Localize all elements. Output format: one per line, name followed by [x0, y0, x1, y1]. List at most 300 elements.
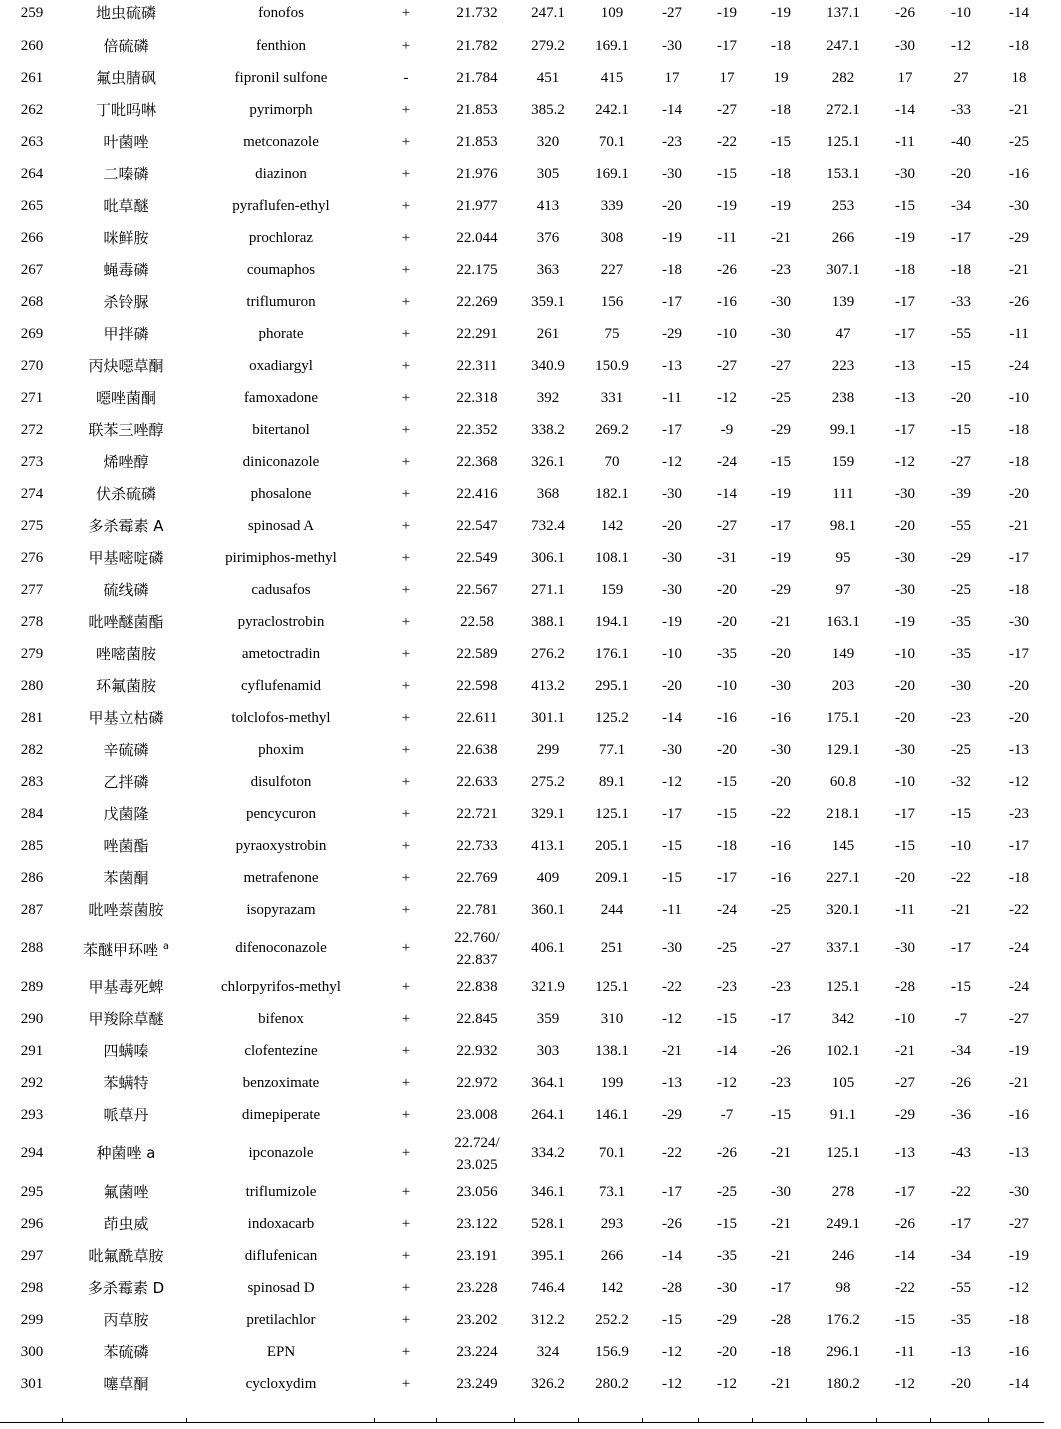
table-row: [0, 702, 1048, 734]
compound-number-cell: 259: [20, 4, 44, 21]
compound-number-cell: 261: [20, 69, 44, 86]
q1-param-1-cell: -17: [662, 1183, 682, 1200]
q1-param-3-cell: -20: [771, 773, 791, 790]
q1-param-1-cell: -18: [662, 261, 682, 278]
q2-param-3-cell: -27: [1009, 1010, 1029, 1027]
precursor-ion-cell: 385.2: [531, 101, 565, 118]
precursor-ion-cell: 247.1: [531, 4, 565, 21]
compound-number-cell: 300: [20, 1343, 44, 1360]
chinese-name-text: 地虫硫磷: [95, 3, 156, 22]
q1-param-2-cell: -20: [717, 1343, 737, 1360]
compound-number-cell: 295: [20, 1183, 44, 1200]
q2-param-3-cell: -19: [1009, 1042, 1029, 1059]
q1-param-2-cell: -12: [717, 1074, 737, 1091]
chinese-name-text: 甲拌磷: [103, 324, 149, 343]
table-row: [0, 926, 1048, 971]
english-name-cell: disulfoton: [250, 773, 312, 790]
retention-time-value: 22.549: [456, 549, 498, 566]
retention-time-cell: [438, 382, 516, 414]
quantifier-ion-cell: 176.1: [595, 645, 629, 662]
chinese-name-cell: [64, 734, 188, 766]
q1-param-1-cell: -13: [662, 357, 682, 374]
q1-param-2-cell: -25: [717, 1183, 737, 1200]
q2-param-2-cell: -36: [951, 1106, 971, 1123]
q1-param-1-cell: -19: [662, 229, 682, 246]
q1-param-2-cell: -16: [717, 293, 737, 310]
retention-time-value: 22.598: [456, 677, 498, 694]
chinese-name-cell: [64, 1208, 188, 1240]
quantifier-ion-cell: 242.1: [595, 101, 629, 118]
q1-param-1-cell: -30: [662, 165, 682, 182]
retention-time-cell: [438, 1003, 516, 1035]
retention-time-cell: [438, 606, 516, 638]
english-name-cell: spinosad A: [247, 517, 315, 534]
qualifier-ion-cell: 99.1: [829, 421, 857, 438]
ionization-mode-cell: +: [401, 1106, 411, 1123]
compound-number-cell: 282: [20, 741, 44, 758]
ionization-mode-cell: +: [401, 229, 411, 246]
q2-param-3-cell: -26: [1009, 293, 1029, 310]
q2-param-1-cell: -30: [895, 485, 915, 502]
retention-time-cell: [438, 30, 516, 62]
qualifier-ion-cell: 203: [831, 677, 855, 694]
chinese-name-cell: [64, 254, 188, 286]
compound-number-cell: 272: [20, 421, 44, 438]
q1-param-2-cell: -14: [717, 1042, 737, 1059]
q2-param-3-cell: -20: [1009, 677, 1029, 694]
chinese-name-text: 苯醚甲环唑: [83, 941, 159, 959]
quantifier-ion-cell: 266: [600, 1247, 624, 1264]
chinese-name-text: 咪鲜胺: [103, 228, 149, 247]
precursor-ion-cell: 746.4: [531, 1279, 565, 1296]
retention-time-value: 22.972: [456, 1074, 498, 1091]
q1-param-3-cell: 19: [773, 69, 789, 86]
q2-param-3-cell: -21: [1009, 261, 1029, 278]
quantifier-ion-cell: 70.1: [598, 1145, 626, 1161]
qualifier-ion-cell: 246: [831, 1247, 855, 1264]
qualifier-ion-cell: 105: [831, 1074, 855, 1091]
compound-number-cell: 301: [20, 1375, 44, 1392]
q1-param-2-cell: -15: [717, 805, 737, 822]
q2-param-2-cell: -55: [951, 325, 971, 342]
q1-param-1-cell: -12: [662, 453, 682, 470]
q2-param-1-cell: -30: [895, 940, 915, 956]
ionization-mode-cell: +: [401, 581, 411, 598]
english-name-cell: diazinon: [255, 165, 307, 182]
q2-param-3-cell: -25: [1009, 133, 1029, 150]
q1-param-2-cell: -17: [717, 869, 737, 886]
retention-time-cell: [438, 62, 516, 94]
q1-param-2-cell: -26: [717, 1145, 737, 1161]
compound-number-cell: 269: [20, 325, 44, 342]
q1-param-1-cell: -30: [662, 549, 682, 566]
ionization-mode-cell: +: [401, 165, 411, 182]
precursor-ion-cell: 395.1: [531, 1247, 565, 1264]
q2-param-2-cell: -35: [951, 1311, 971, 1328]
q2-param-2-cell: -35: [951, 613, 971, 630]
q1-param-1-cell: -29: [662, 1106, 682, 1123]
column-tick: [988, 1418, 989, 1422]
quantifier-ion-cell: 70: [604, 453, 620, 470]
table-row: [0, 1240, 1048, 1272]
qualifier-ion-cell: 227.1: [826, 869, 860, 886]
table-row: [0, 830, 1048, 862]
chinese-name-cell: [64, 830, 188, 862]
table-row: [0, 0, 1048, 30]
column-tick: [62, 1418, 63, 1422]
q2-param-1-cell: -20: [895, 677, 915, 694]
q2-param-3-cell: -30: [1009, 613, 1029, 630]
chinese-name-cell: [64, 1304, 188, 1336]
english-name-cell: fonofos: [258, 4, 304, 21]
q2-param-1-cell: -13: [895, 389, 915, 406]
english-name-cell: pirimiphos-methyl: [225, 549, 337, 566]
retention-time-value: 23.228: [456, 1279, 498, 1296]
q1-param-3-cell: -21: [771, 1247, 791, 1264]
compound-number-cell: 281: [20, 709, 44, 726]
q2-param-1-cell: -20: [895, 869, 915, 886]
chinese-name-cell: [64, 1099, 188, 1131]
q1-param-1-cell: -12: [662, 1343, 682, 1360]
precursor-ion-cell: 368: [536, 485, 560, 502]
retention-time-cell: [438, 1272, 516, 1304]
q2-param-1-cell: -15: [895, 197, 915, 214]
precursor-ion-cell: 306.1: [531, 549, 565, 566]
table-row: [0, 62, 1048, 94]
qualifier-ion-cell: 125.1: [826, 978, 860, 995]
quantifier-ion-cell: 108.1: [595, 549, 629, 566]
q2-param-2-cell: -22: [951, 1183, 971, 1200]
q1-param-1-cell: -11: [662, 901, 682, 918]
q1-param-2-cell: -22: [717, 133, 737, 150]
retention-time-cell: [438, 1067, 516, 1099]
chinese-name-text: 甲基立枯磷: [88, 708, 164, 727]
q1-param-2-cell: -16: [717, 709, 737, 726]
q1-param-3-cell: -15: [771, 1106, 791, 1123]
table-row: [0, 1131, 1048, 1176]
q1-param-3-cell: -19: [771, 197, 791, 214]
q1-param-3-cell: -25: [771, 389, 791, 406]
english-name-cell: EPN: [266, 1343, 296, 1360]
precursor-ion-cell: 271.1: [531, 581, 565, 598]
q1-param-2-cell: -7: [720, 1106, 734, 1123]
chinese-name-cell: [64, 606, 188, 638]
ionization-mode-cell: +: [401, 293, 411, 310]
precursor-ion-cell: 305: [536, 165, 560, 182]
precursor-ion-cell: 363: [536, 261, 560, 278]
ionization-mode-cell: +: [401, 517, 411, 534]
q2-param-3-cell: -13: [1009, 1145, 1029, 1161]
ionization-mode-cell: -: [403, 69, 409, 86]
compound-number-cell: 271: [20, 389, 44, 406]
table-row: [0, 1208, 1048, 1240]
compound-number-cell: 275: [20, 517, 44, 534]
table-row: [0, 1272, 1048, 1304]
retention-time-cell: [438, 830, 516, 862]
chinese-name-text: 哌草丹: [103, 1105, 149, 1124]
chinese-name-text: 联苯三唑醇: [88, 420, 164, 439]
ionization-mode-cell: +: [401, 901, 411, 918]
retention-time-value: 22.633: [456, 773, 498, 790]
precursor-ion-cell: 261: [536, 325, 560, 342]
precursor-ion-cell: 301.1: [531, 709, 565, 726]
retention-time-cell: [438, 510, 516, 542]
q2-param-2-cell: -10: [951, 4, 971, 21]
q1-param-2-cell: -24: [717, 901, 737, 918]
q2-param-1-cell: -13: [895, 357, 915, 374]
q2-param-1-cell: -22: [895, 1279, 915, 1296]
q1-param-3-cell: -22: [771, 805, 791, 822]
retention-time-value: 22.611: [456, 709, 498, 726]
column-tick: [374, 1418, 375, 1422]
q2-param-2-cell: -17: [951, 940, 971, 956]
q2-param-1-cell: -30: [895, 549, 915, 566]
q2-param-3-cell: -20: [1009, 485, 1029, 502]
q1-param-2-cell: -31: [717, 549, 737, 566]
ionization-mode-cell: +: [401, 677, 411, 694]
q1-param-1-cell: -14: [662, 1247, 682, 1264]
compound-number-cell: 279: [20, 645, 44, 662]
q1-param-2-cell: -20: [717, 581, 737, 598]
column-tick: [436, 1418, 437, 1422]
q1-param-1-cell: -27: [662, 4, 682, 21]
ionization-mode-cell: +: [401, 1311, 411, 1328]
english-name-cell: triflumuron: [246, 293, 316, 310]
qualifier-ion-cell: 95: [835, 549, 851, 566]
q2-param-3-cell: -17: [1009, 837, 1029, 854]
q2-param-1-cell: -17: [895, 325, 915, 342]
q2-param-3-cell: -18: [1009, 453, 1029, 470]
compound-number-cell: 270: [20, 357, 44, 374]
table-row: [0, 574, 1048, 606]
retention-time-cell: [438, 190, 516, 222]
retention-time-cell: [438, 158, 516, 190]
q2-param-3-cell: -18: [1009, 581, 1029, 598]
qualifier-ion-cell: 176.2: [826, 1311, 860, 1328]
compound-number-cell: 283: [20, 773, 44, 790]
q1-param-3-cell: -21: [771, 1375, 791, 1392]
q1-param-3-cell: -16: [771, 869, 791, 886]
precursor-ion-cell: 451: [536, 69, 560, 86]
retention-time-value: 21.977: [456, 197, 498, 214]
retention-time-cell: [438, 286, 516, 318]
q1-param-1-cell: -20: [662, 197, 682, 214]
quantifier-ion-cell: 125.2: [595, 709, 629, 726]
table-row: [0, 606, 1048, 638]
chinese-name-text: 吡草醚: [103, 196, 149, 215]
retention-time-cell: [438, 1176, 516, 1208]
quantifier-ion-cell: 169.1: [595, 165, 629, 182]
q1-param-1-cell: -17: [662, 421, 682, 438]
retention-time-cell: [438, 318, 516, 350]
quantifier-ion-cell: 194.1: [595, 613, 629, 630]
ionization-mode-cell: +: [401, 1074, 411, 1091]
q2-param-3-cell: -17: [1009, 549, 1029, 566]
column-tick: [698, 1418, 699, 1422]
q1-param-2-cell: -19: [717, 197, 737, 214]
retention-time-value: 22.58: [460, 613, 494, 630]
q2-param-3-cell: -21: [1009, 101, 1029, 118]
retention-time-cell: [438, 798, 516, 830]
retention-time-value: 22.044: [456, 229, 498, 246]
english-name-cell: indoxacarb: [247, 1215, 315, 1232]
chinese-name-cell: [64, 1131, 188, 1176]
chinese-name-cell: [64, 158, 188, 190]
precursor-ion-cell: 409: [536, 869, 560, 886]
chinese-name-cell: [64, 1240, 188, 1272]
q2-param-1-cell: 17: [897, 69, 913, 86]
q2-param-1-cell: -15: [895, 837, 915, 854]
q2-param-3-cell: -20: [1009, 709, 1029, 726]
q2-param-1-cell: -17: [895, 805, 915, 822]
precursor-ion-cell: 732.4: [531, 517, 565, 534]
table-row: [0, 350, 1048, 382]
quantifier-ion-cell: 156: [600, 293, 624, 310]
compound-number-cell: 278: [20, 613, 44, 630]
q1-param-2-cell: -35: [717, 645, 737, 662]
precursor-ion-cell: 264.1: [531, 1106, 565, 1123]
q2-param-3-cell: 18: [1011, 69, 1027, 86]
english-name-cell: coumaphos: [246, 261, 316, 278]
q2-param-2-cell: -40: [951, 133, 971, 150]
qualifier-ion-cell: 266: [831, 229, 855, 246]
qualifier-ion-cell: 60.8: [829, 773, 857, 790]
table-row: [0, 414, 1048, 446]
q1-param-3-cell: -19: [771, 4, 791, 21]
english-name-cell: phorate: [258, 325, 304, 342]
english-name-cell: bifenox: [258, 1010, 304, 1027]
q2-param-1-cell: -12: [895, 1375, 915, 1392]
english-name-cell: cadusafos: [251, 581, 311, 598]
chinese-name-text: 辛硫磷: [103, 740, 149, 759]
q1-param-1-cell: -17: [662, 805, 682, 822]
chinese-name-text: 吡唑萘菌胺: [88, 900, 164, 919]
english-name-cell: metconazole: [243, 133, 319, 150]
table-row: [0, 222, 1048, 254]
qualifier-ion-cell: 98.1: [829, 517, 857, 534]
retention-time-cell: [438, 446, 516, 478]
ionization-mode-cell: +: [401, 940, 411, 956]
q2-param-2-cell: -25: [951, 741, 971, 758]
chinese-name-text: 乙拌磷: [103, 772, 149, 791]
q2-param-3-cell: -22: [1009, 901, 1029, 918]
retention-time-cell: [438, 862, 516, 894]
chinese-name-text: 戊菌隆: [103, 804, 149, 823]
retention-time-value: 21.853: [456, 133, 498, 150]
chinese-name-text: 种菌唑 a: [96, 1144, 156, 1162]
precursor-ion-cell: 299: [536, 741, 560, 758]
precursor-ion-cell: 338.2: [531, 421, 565, 438]
chinese-name-text: 苯螨特: [103, 1073, 149, 1092]
english-name-cell: fipronil sulfone: [234, 69, 328, 86]
compound-number-cell: 273: [20, 453, 44, 470]
q2-param-1-cell: -29: [895, 1106, 915, 1123]
retention-time-value: 22.567: [456, 581, 498, 598]
q1-param-3-cell: -18: [771, 37, 791, 54]
retention-time-value: 22.547: [456, 517, 498, 534]
q2-param-3-cell: -24: [1009, 940, 1029, 956]
q2-param-2-cell: -15: [951, 421, 971, 438]
precursor-ion-cell: 413.1: [531, 837, 565, 854]
english-name-cell: spinosad D: [247, 1279, 315, 1296]
quantifier-ion-cell: 269.2: [595, 421, 629, 438]
q1-param-3-cell: -30: [771, 677, 791, 694]
q2-param-3-cell: -12: [1009, 773, 1029, 790]
retention-time-value: 22.352: [456, 421, 498, 438]
quantifier-ion-cell: 244: [600, 901, 624, 918]
compound-number-cell: 280: [20, 677, 44, 694]
q1-param-3-cell: -21: [771, 1215, 791, 1232]
precursor-ion-cell: 320: [536, 133, 560, 150]
q1-param-2-cell: 17: [719, 69, 735, 86]
english-name-cell: phosalone: [250, 485, 312, 502]
retention-time-value: 22.733: [456, 837, 498, 854]
qualifier-ion-cell: 238: [831, 389, 855, 406]
chinese-name-cell: [64, 62, 188, 94]
table-row: [0, 126, 1048, 158]
retention-time-value: 22.318: [456, 389, 498, 406]
qualifier-ion-cell: 272.1: [826, 101, 860, 118]
ionization-mode-cell: +: [401, 805, 411, 822]
ionization-mode-cell: +: [401, 773, 411, 790]
compound-number-cell: 264: [20, 165, 44, 182]
chinese-name-cell: [64, 638, 188, 670]
column-tick: [186, 1418, 187, 1422]
compound-number-cell: 262: [20, 101, 44, 118]
compound-number-cell: 298: [20, 1279, 44, 1296]
compound-number-cell: 292: [20, 1074, 44, 1091]
q2-param-1-cell: -10: [895, 773, 915, 790]
english-name-cell: pyrimorph: [249, 101, 313, 118]
compound-number-cell: 267: [20, 261, 44, 278]
q2-param-1-cell: -19: [895, 613, 915, 630]
q2-param-1-cell: -27: [895, 1074, 915, 1091]
table-bottom-rule: [0, 1422, 1044, 1423]
chinese-name-text: 唑菌酯: [103, 836, 149, 855]
chinese-name-cell: [64, 766, 188, 798]
q2-param-1-cell: -17: [895, 293, 915, 310]
q1-param-2-cell: -17: [717, 37, 737, 54]
q2-param-1-cell: -20: [895, 517, 915, 534]
compound-number-cell: 297: [20, 1247, 44, 1264]
q2-param-2-cell: -55: [951, 517, 971, 534]
qualifier-ion-cell: 98: [835, 1279, 851, 1296]
chinese-name-text: 吡唑醚菌酯: [88, 612, 164, 631]
retention-time-cell: [438, 1035, 516, 1067]
chinese-name-cell: [64, 702, 188, 734]
chinese-name-text: 噁唑菌酮: [95, 388, 156, 407]
table-row: [0, 638, 1048, 670]
compound-number-cell: 293: [20, 1106, 44, 1123]
chinese-name-cell: [64, 1003, 188, 1035]
retention-time-cell: [438, 702, 516, 734]
q1-param-3-cell: -21: [771, 613, 791, 630]
q2-param-2-cell: -7: [954, 1010, 968, 1027]
retention-time-value: 23.008: [456, 1106, 498, 1123]
chinese-name-text: 倍硫磷: [103, 36, 149, 55]
chinese-name-text: 环氟菌胺: [95, 676, 156, 695]
q2-param-2-cell: -29: [951, 549, 971, 566]
english-name-cell: pyraflufen-ethyl: [232, 197, 330, 214]
precursor-ion-cell: 275.2: [531, 773, 565, 790]
chinese-name-text: 唑嘧菌胺: [95, 644, 156, 663]
table-row: [0, 318, 1048, 350]
q2-param-3-cell: -29: [1009, 229, 1029, 246]
q2-param-1-cell: -14: [895, 101, 915, 118]
english-name-cell: pencycuron: [246, 805, 316, 822]
quantifier-ion-cell: 142: [600, 517, 624, 534]
qualifier-ion-cell: 218.1: [826, 805, 860, 822]
